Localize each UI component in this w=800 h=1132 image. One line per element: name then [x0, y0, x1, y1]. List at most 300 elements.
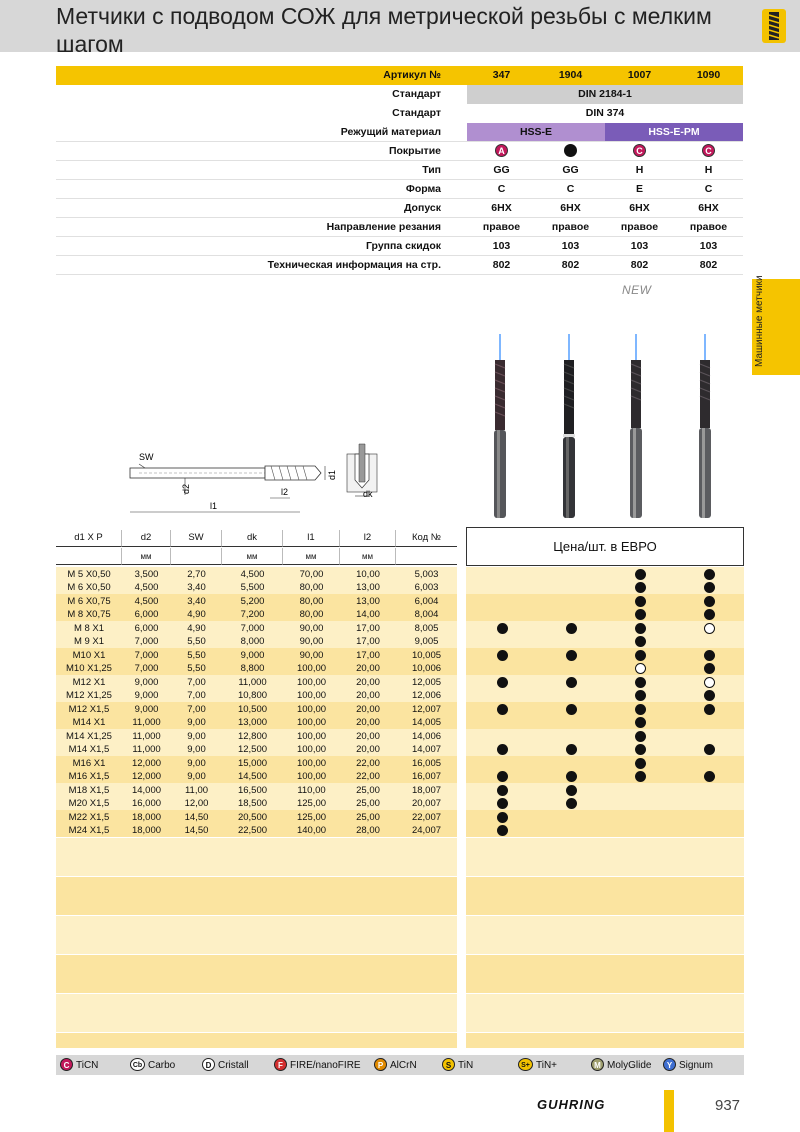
table-cell: M18 X1,5 — [68, 784, 110, 796]
spec-value: 1007 — [627, 69, 652, 81]
stock-dot-icon — [497, 785, 508, 796]
table-cell: 12,000 — [131, 771, 162, 782]
legend-item — [130, 1059, 175, 1072]
spec-label: Стандарт — [392, 107, 441, 119]
table-row — [56, 824, 457, 838]
empty-row-left — [56, 954, 457, 993]
drawing-label-dk: dk — [363, 489, 373, 499]
availability-row — [466, 581, 744, 595]
table-cell: 20,007 — [411, 798, 442, 809]
table-cell: 9,00 — [187, 717, 206, 728]
availability-row — [466, 756, 744, 770]
spec-value: 6HX — [560, 202, 581, 214]
spec-label: Допуск — [403, 202, 441, 214]
table-cell: M 8 X0,75 — [67, 609, 111, 620]
table-unit-cell: мм — [122, 548, 171, 565]
table-cell: 6,003 — [414, 582, 439, 593]
spec-value: правое — [551, 221, 590, 233]
table-cell: 11,00 — [184, 784, 209, 796]
table-cell: 7,00 — [187, 676, 206, 688]
spec-value: 1090 — [696, 69, 721, 81]
spec-value — [605, 142, 674, 161]
spec-value: правое — [620, 221, 659, 233]
table-row — [56, 797, 457, 811]
new-badge: NEW — [622, 283, 652, 297]
spec-label: Техническая информация на стр. — [267, 259, 441, 271]
empty-row-right — [466, 954, 744, 993]
stock-dot-icon — [635, 650, 646, 661]
availability-row — [466, 567, 744, 581]
drawing-label-d1: d1 — [327, 469, 337, 480]
spec-row — [56, 142, 743, 161]
legend-label: TiN — [458, 1060, 474, 1071]
spec-value: H — [704, 164, 713, 176]
table-cell: 20,00 — [356, 703, 380, 715]
table-cell: 9,000 — [240, 649, 265, 661]
stock-dot-icon — [566, 785, 577, 796]
stock-dot-icon — [566, 744, 577, 755]
table-cell: 3,40 — [187, 595, 206, 607]
table-cell: 11,000 — [132, 744, 161, 755]
table-row — [56, 810, 457, 824]
table-cell: 12,500 — [237, 744, 268, 755]
spec-value: 802 — [699, 259, 718, 271]
table-cell: 8,005 — [414, 622, 439, 634]
table-cell: 9,005 — [414, 636, 439, 647]
stock-dot-icon — [704, 650, 715, 661]
brand-logo: GUHRING — [537, 1097, 606, 1112]
table-cell: 6,004 — [414, 595, 439, 607]
spec-row — [56, 85, 743, 104]
stock-dot-icon — [566, 650, 577, 661]
table-cell: 16,500 — [237, 784, 268, 796]
table-cell: 4,500 — [134, 595, 159, 607]
table-header-cell: d2 — [122, 530, 171, 547]
spec-value: 347 — [492, 69, 511, 81]
stock-dot-icon — [635, 569, 646, 580]
table-cell: M 5 X0,50 — [67, 568, 111, 580]
empty-row-left — [56, 993, 457, 1032]
table-cell: M12 X1,25 — [66, 690, 112, 701]
table-cell: M12 X1 — [72, 676, 106, 688]
stock-dot-icon — [704, 569, 715, 580]
table-cell: 25,00 — [356, 784, 380, 796]
table-cell: 100,00 — [296, 744, 327, 755]
table-cell: 5,50 — [187, 663, 206, 674]
table-cell: 100,00 — [296, 730, 327, 742]
spec-row — [56, 123, 743, 142]
stock-dot-icon — [497, 704, 508, 715]
table-cell: 80,00 — [299, 582, 324, 593]
legend-label: FIRE/nanoFIRE — [290, 1060, 361, 1071]
table-cell: 7,000 — [134, 649, 159, 661]
stock-dot-icon — [704, 771, 715, 782]
empty-row-left — [56, 1032, 457, 1048]
drawing-label-l2: l2 — [281, 487, 289, 497]
table-cell: 10,00 — [356, 568, 380, 580]
stock-dot-icon — [566, 677, 577, 688]
stock-dot-icon — [566, 798, 577, 809]
table-header-cell: Код № — [396, 530, 457, 547]
table-cell: 3,500 — [134, 568, 159, 580]
table-cell: 25,00 — [356, 798, 380, 809]
spec-label: Тип — [422, 164, 441, 176]
stock-dot-icon — [566, 704, 577, 715]
legend-label: TiCN — [76, 1060, 99, 1071]
spec-value: C — [566, 183, 575, 195]
spec-value: 802 — [492, 259, 511, 271]
table-cell: M 9 X1 — [73, 636, 105, 647]
table-cell: 15,000 — [237, 757, 268, 769]
table-cell: 20,00 — [356, 676, 380, 688]
table-cell: 100,00 — [296, 757, 327, 769]
table-cell: 9,00 — [187, 730, 206, 742]
table-cell: 12,800 — [237, 730, 268, 742]
availability-row — [466, 716, 744, 730]
table-cell: 14,50 — [184, 825, 209, 836]
table-cell: 5,200 — [240, 595, 265, 607]
spec-value: 1904 — [558, 69, 583, 81]
table-cell: 20,00 — [356, 730, 380, 742]
table-cell: 6,000 — [134, 622, 159, 634]
spec-value: H — [635, 164, 644, 176]
table-cell: 5,003 — [414, 568, 439, 580]
table-cell: 22,00 — [356, 771, 380, 782]
legend-cristall-icon: D — [202, 1058, 215, 1071]
stock-dot-icon — [497, 798, 508, 809]
legend-label: AlCrN — [390, 1060, 417, 1071]
stock-dot-icon — [635, 636, 646, 647]
on-request-dot-icon — [704, 623, 715, 634]
table-cell: 110,00 — [297, 784, 326, 796]
stock-dot-icon — [635, 582, 646, 593]
table-cell: 11,000 — [132, 730, 161, 742]
empty-row-left — [56, 876, 457, 915]
table-cell: 14,500 — [237, 771, 268, 782]
coating-A-icon: A — [495, 144, 508, 157]
table-row — [56, 594, 457, 608]
table-cell: 22,00 — [356, 757, 380, 769]
table-cell: 17,00 — [356, 649, 380, 661]
availability-row — [466, 689, 744, 703]
stock-dot-icon — [635, 677, 646, 688]
drawing-label-d2: d2 — [181, 483, 191, 494]
legend-carbo-icon: Cb — [130, 1058, 145, 1071]
table-cell: 100,00 — [296, 663, 327, 674]
spec-value: 802 — [630, 259, 649, 271]
spec-row — [56, 237, 743, 256]
availability-row — [466, 729, 744, 743]
table-cell: 14,000 — [131, 784, 162, 796]
table-cell: 10,006 — [411, 663, 442, 674]
table-cell: 25,00 — [356, 811, 380, 823]
table-cell: M12 X1,5 — [68, 703, 110, 715]
legend-label: MolyGlide — [607, 1060, 652, 1071]
table-cell: 100,00 — [296, 676, 327, 688]
table-cell: 22,500 — [237, 825, 268, 836]
page-number: 937 — [715, 1097, 741, 1114]
stock-dot-icon — [497, 825, 508, 836]
table-cell: 20,00 — [356, 690, 380, 701]
on-request-dot-icon — [635, 663, 646, 674]
table-cell: M 6 X0,75 — [67, 595, 111, 607]
table-cell: 14,005 — [411, 717, 442, 728]
stock-dot-icon — [635, 731, 646, 742]
table-header — [56, 527, 457, 566]
spec-row — [56, 180, 743, 199]
stock-dot-icon — [704, 596, 715, 607]
table-cell: 9,00 — [187, 744, 206, 755]
table-unit-cell — [171, 548, 222, 565]
table-cell: 100,00 — [296, 771, 327, 782]
coating-uncoated-icon — [564, 144, 577, 157]
table-cell: 7,00 — [187, 703, 206, 715]
spec-value: 6HX — [629, 202, 650, 214]
table-cell: 5,500 — [240, 582, 265, 593]
table-cell: 8,800 — [240, 663, 265, 674]
drawing-label-l1: l1 — [210, 501, 218, 511]
table-cell: 10,500 — [237, 703, 268, 715]
table-cell: 16,000 — [131, 798, 162, 809]
availability-row — [466, 662, 744, 676]
table-cell: 125,00 — [296, 811, 327, 823]
stock-dot-icon — [635, 690, 646, 701]
table-cell: 9,000 — [134, 676, 159, 688]
spec-label: Режущий материал — [340, 126, 441, 138]
spec-row — [56, 256, 743, 275]
spec-value: 802 — [561, 259, 580, 271]
side-tab — [752, 275, 800, 375]
table-cell: 20,500 — [237, 811, 268, 823]
tap-logo-icon — [762, 9, 786, 43]
table-cell: 5,50 — [187, 649, 206, 661]
table-cell: 28,00 — [356, 825, 380, 836]
availability-row — [466, 594, 744, 608]
table-cell: M20 X1,5 — [68, 798, 110, 809]
table-cell: 7,00 — [187, 690, 206, 701]
table-row — [56, 743, 457, 757]
spec-value: C — [704, 183, 713, 195]
empty-row-right — [466, 1032, 744, 1048]
table-row — [56, 662, 457, 676]
legend-item — [442, 1059, 473, 1072]
stock-dot-icon — [635, 623, 646, 634]
table-cell: 20,00 — [356, 744, 380, 755]
legend-signum-icon: Y — [663, 1058, 676, 1071]
table-cell: 12,005 — [411, 676, 442, 688]
table-cell: 140,00 — [296, 825, 327, 836]
table-cell: 12,006 — [411, 690, 442, 701]
spec-label: Форма — [405, 183, 441, 195]
table-cell: M22 X1,5 — [68, 811, 110, 823]
table-cell: 8,000 — [240, 636, 265, 647]
table-cell: 100,00 — [296, 703, 327, 715]
legend-molyglide-icon: M — [591, 1058, 604, 1071]
table-cell: 14,00 — [356, 609, 380, 620]
brand-bar — [664, 1090, 674, 1132]
spec-value: правое — [689, 221, 728, 233]
stock-dot-icon — [704, 609, 715, 620]
on-request-dot-icon — [704, 677, 715, 688]
spec-span: DIN 374 — [585, 107, 625, 119]
table-cell: M 6 X0,50 — [67, 582, 111, 593]
empty-row-left — [56, 837, 457, 876]
empty-row-right — [466, 993, 744, 1032]
table-row — [56, 689, 457, 703]
legend-ticn-icon: C — [60, 1058, 73, 1071]
table-header-cell: dk — [222, 530, 283, 547]
stock-dot-icon — [704, 663, 715, 674]
table-cell: 10,005 — [411, 649, 442, 661]
table-cell: 11,000 — [238, 676, 267, 688]
legend-label: TiN+ — [536, 1060, 558, 1071]
stock-dot-icon — [635, 771, 646, 782]
spec-value — [536, 142, 605, 161]
legend-item — [202, 1059, 249, 1072]
legend-label: Cristall — [218, 1060, 249, 1071]
spec-value: E — [635, 183, 643, 195]
stock-dot-icon — [497, 650, 508, 661]
spec-label: Покрытие — [388, 145, 441, 157]
spec-span: DIN 2184-1 — [467, 85, 743, 104]
table-cell: 90,00 — [299, 649, 324, 661]
table-row — [56, 581, 457, 595]
spec-value — [467, 142, 536, 161]
table-unit-cell — [396, 548, 457, 565]
stock-dot-icon — [635, 744, 646, 755]
legend-item — [591, 1059, 651, 1072]
table-cell: 9,000 — [134, 703, 159, 715]
stock-dot-icon — [497, 812, 508, 823]
legend-item — [518, 1059, 557, 1072]
table-row — [56, 702, 457, 716]
tap-dimension-drawing — [125, 440, 385, 520]
spec-row — [56, 218, 743, 237]
table-row — [56, 621, 457, 635]
stock-dot-icon — [635, 704, 646, 715]
spec-value — [674, 142, 743, 161]
spec-label: Направление резания — [326, 221, 441, 233]
stock-dot-icon — [704, 582, 715, 593]
table-cell: 7,000 — [240, 622, 265, 634]
table-cell: 5,50 — [187, 636, 206, 647]
table-row — [56, 635, 457, 649]
spec-value: 103 — [630, 240, 649, 252]
table-header-cell: SW — [171, 530, 222, 547]
spec-group-hss-e-pm: HSS-E-PM — [605, 123, 743, 142]
table-cell: 18,007 — [411, 784, 442, 796]
table-row — [56, 729, 457, 743]
table-cell: 9,00 — [187, 771, 206, 782]
table-cell: 7,200 — [240, 609, 265, 620]
spec-value: 103 — [699, 240, 718, 252]
table-unit-cell: мм — [283, 548, 340, 565]
spec-row — [56, 66, 743, 85]
table-cell: 70,00 — [299, 568, 324, 580]
spec-row — [56, 199, 743, 218]
table-cell: 90,00 — [299, 622, 324, 634]
table-cell: 4,500 — [240, 568, 265, 580]
stock-dot-icon — [635, 717, 646, 728]
stock-dot-icon — [635, 596, 646, 607]
table-cell: 16,007 — [411, 771, 442, 782]
table-cell: 14,50 — [184, 811, 209, 823]
stock-dot-icon — [497, 677, 508, 688]
table-cell: 100,00 — [296, 717, 327, 728]
legend-tin-icon: S — [442, 1058, 455, 1071]
empty-row-left — [56, 915, 457, 954]
table-cell: 100,00 — [296, 690, 327, 701]
table-cell: 80,00 — [299, 595, 324, 607]
table-cell: 12,007 — [411, 703, 442, 715]
stock-dot-icon — [566, 771, 577, 782]
drawing-label-sw: SW — [139, 452, 154, 462]
stock-dot-icon — [497, 744, 508, 755]
spec-row — [56, 161, 743, 180]
stock-dot-icon — [635, 609, 646, 620]
table-cell: 20,00 — [356, 663, 380, 674]
table-header-cell: l2 — [340, 530, 396, 547]
legend-item — [274, 1059, 361, 1072]
table-unit-cell: мм — [222, 548, 283, 565]
table-cell: 14,007 — [411, 744, 442, 755]
table-cell: 9,00 — [187, 757, 206, 769]
spec-value: 103 — [492, 240, 511, 252]
table-unit-cell: мм — [340, 548, 396, 565]
table-cell: 22,007 — [411, 811, 442, 823]
table-unit-cell — [56, 548, 122, 565]
table-row — [56, 756, 457, 770]
stock-dot-icon — [704, 690, 715, 701]
legend-tin--icon: S+ — [518, 1058, 533, 1071]
price-header: Цена/шт. в ЕВРО — [466, 527, 744, 566]
spec-divider — [56, 274, 743, 275]
table-cell: 11,000 — [132, 717, 161, 728]
table-cell: M14 X1,25 — [66, 730, 112, 742]
table-cell: 10,800 — [237, 690, 268, 701]
table-cell: M10 X1 — [72, 649, 106, 661]
coating-C-icon: C — [702, 144, 715, 157]
table-cell: 12,00 — [184, 798, 209, 809]
table-cell: 18,000 — [131, 825, 162, 836]
stock-dot-icon — [497, 771, 508, 782]
stock-dot-icon — [704, 704, 715, 715]
table-cell: 4,90 — [187, 622, 206, 634]
spec-label: Стандарт — [392, 88, 441, 100]
availability-row — [466, 608, 744, 622]
table-cell: M24 X1,5 — [68, 825, 110, 836]
table-cell: 80,00 — [299, 609, 324, 620]
table-cell: M16 X1,5 — [68, 771, 110, 782]
spec-value: GG — [493, 164, 510, 176]
legend-alcrn-icon: P — [374, 1058, 387, 1071]
stock-dot-icon — [635, 758, 646, 769]
table-row — [56, 770, 457, 784]
table-cell: 13,00 — [356, 595, 380, 607]
table-cell: 16,005 — [411, 757, 442, 769]
coating-C-icon: C — [633, 144, 646, 157]
legend-label: Signum — [679, 1060, 713, 1071]
spec-value: GG — [562, 164, 579, 176]
tap-image-347 — [492, 334, 508, 520]
table-row — [56, 675, 457, 689]
table-row — [56, 567, 457, 581]
stock-dot-icon — [704, 744, 715, 755]
legend-item — [374, 1059, 417, 1072]
tap-image-1090 — [697, 334, 713, 520]
table-cell: 4,90 — [187, 609, 206, 620]
table-cell: M14 X1 — [72, 717, 106, 728]
